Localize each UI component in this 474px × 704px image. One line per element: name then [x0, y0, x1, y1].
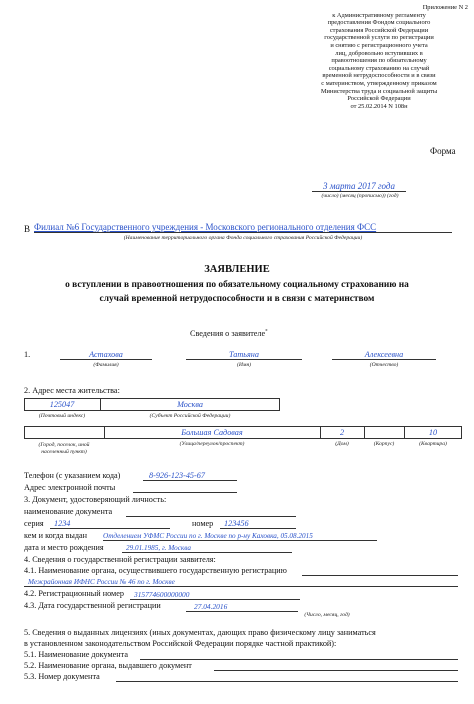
series-label: серия	[24, 519, 44, 528]
date-caption: (число) (месяц (прописью)) (год)	[321, 193, 399, 199]
recipient-caption: (Наименование территориального органа Фонда социального страхования Российской Федерации)	[123, 235, 363, 241]
license-issuer-line	[214, 661, 458, 671]
licenses-label-line-1: 5. Сведения о выданных лицензиях (иных документах, дающих право физическому лицу заниматься	[24, 628, 376, 637]
recipient-prefix: В	[24, 224, 31, 234]
appendix-line: с материнством, утвержденному приказом	[321, 79, 437, 87]
address-label: 2. Адрес места жительства:	[24, 386, 120, 395]
appendix-line: Министерства труда и социальной защиты	[320, 87, 438, 95]
number-label: номер	[192, 519, 214, 528]
patronymic-caption: (Отчество)	[369, 362, 399, 368]
appendix-line: предоставления Фондом социального	[327, 19, 431, 27]
address-divider	[104, 426, 105, 439]
number-value: 123456	[220, 519, 296, 529]
registration-number-value: 315774600000000	[130, 589, 300, 600]
issued-value: Отделением УФМС России по г. Москве по р-ну Каховка, 05.08.2015	[103, 531, 377, 541]
appendix-line: лиц, добровольно вступивших в	[335, 49, 423, 57]
address-divider	[364, 426, 365, 439]
appendix-note	[290, 4, 468, 110]
flat-value: 10	[428, 428, 438, 437]
region-value: Москва	[177, 400, 203, 409]
appendix-line: и снятию с регистрационного учета	[330, 41, 428, 49]
appendix-line: социальному страхованию на случай	[328, 64, 430, 72]
street-caption: (Улица/переулок/проспект)	[179, 441, 245, 447]
postcode-value: 125047	[49, 400, 75, 409]
appendix-line: страхования Российской Федерации	[329, 26, 429, 34]
registration-date-value: 27.04.2016	[186, 601, 298, 612]
house-caption: (Дом)	[335, 441, 349, 447]
document-label: 3. Документ, удостоверяющий личность:	[24, 495, 167, 504]
registration-org-value: Межрайонная ИФНС России № 46 по г. Москве	[24, 577, 458, 587]
license-doc-line	[140, 650, 458, 660]
appendix-line: государственной услуги по регистрации	[324, 34, 434, 42]
registration-label: 4. Сведения о государственной регистрации заявителя:	[24, 555, 216, 564]
appendix-line: от 25.02.2014 N 108н	[350, 102, 408, 110]
license-number-line	[116, 672, 458, 682]
email-label: Адрес электронной почты	[24, 483, 116, 492]
license-number-label: 5.3. Номер документа	[24, 672, 100, 681]
region-caption: (Субъект Российской Федерации)	[149, 413, 231, 419]
appendix-line: временной нетрудоспособности и в связи	[322, 72, 436, 80]
postcode-caption: (Почтовый индекс)	[38, 413, 86, 419]
street-value: Большая Садовая	[181, 428, 243, 437]
recipient-value: Филиал №6 Государственного учреждения - Московского регионального отделения ФСС	[34, 222, 452, 233]
registration-org-line	[302, 566, 458, 576]
document-name-label: наименование документа	[24, 507, 113, 516]
first-name-caption: (Имя)	[237, 362, 251, 368]
first-name-value: Татьяна	[186, 350, 302, 360]
appendix-line: Российской Федерации	[347, 95, 411, 103]
registration-date-label: 4.3. Дата государственной регистрации	[24, 601, 161, 610]
house-value: 2	[339, 428, 345, 437]
registration-org-label: 4.1. Наименование органа, осуществившего государственную регистрацию	[24, 566, 287, 575]
address-divider	[320, 426, 321, 439]
surname-caption: (Фамилия)	[93, 362, 119, 368]
address-divider	[100, 398, 101, 411]
address-divider	[404, 426, 405, 439]
city-caption: (Город, поселок, иной населенный пункт)	[38, 442, 90, 455]
license-doc-label: 5.1. Наименование документа	[24, 650, 128, 659]
form-label: Форма	[430, 146, 456, 156]
document-name-line	[126, 507, 296, 517]
title-line-1: о вступлении в правоотношения по обязательному социальному страхованию на	[65, 280, 409, 290]
appendix-line: к Административному регламенту	[332, 11, 426, 19]
licenses-label-line-2: в установленном законодательством Российской Федерации порядке частной практикой):	[24, 639, 337, 648]
registration-number-label: 4.2. Регистрационный номер	[24, 589, 124, 598]
series-value: 1234	[50, 519, 170, 529]
flat-caption: (Квартира)	[419, 441, 447, 447]
phone-value: 8-926-123-45-67	[143, 471, 237, 481]
patronymic-value: Алексеевна	[332, 350, 436, 360]
appendix-line: Приложение N 2	[422, 4, 468, 11]
building-caption: (Корпус)	[373, 441, 395, 447]
email-value	[133, 483, 237, 493]
name-number: 1.	[24, 350, 31, 359]
surname-value: Астахова	[60, 350, 152, 360]
birth-label: дата и место рождения	[24, 543, 104, 552]
applicant-header: Сведения о заявителе*	[190, 329, 268, 338]
issued-label: кем и когда выдан	[24, 531, 88, 540]
title-line-2: случай временной нетрудоспособности и в связи с материнством	[99, 294, 375, 304]
phone-label: Телефон (с указанием кода)	[24, 471, 121, 480]
date-value: 3 марта 2017 года	[312, 181, 406, 192]
document-title: ЗАЯВЛЕНИЕ	[204, 264, 270, 275]
appendix-line: правоотношения по обязательному	[331, 57, 427, 65]
license-issuer-label: 5.2. Наименование органа, выдавшего документ	[24, 661, 192, 670]
birth-value: 29.01.1985, г. Москва	[122, 543, 292, 553]
registration-date-caption: (Число, месяц, год)	[304, 612, 350, 618]
